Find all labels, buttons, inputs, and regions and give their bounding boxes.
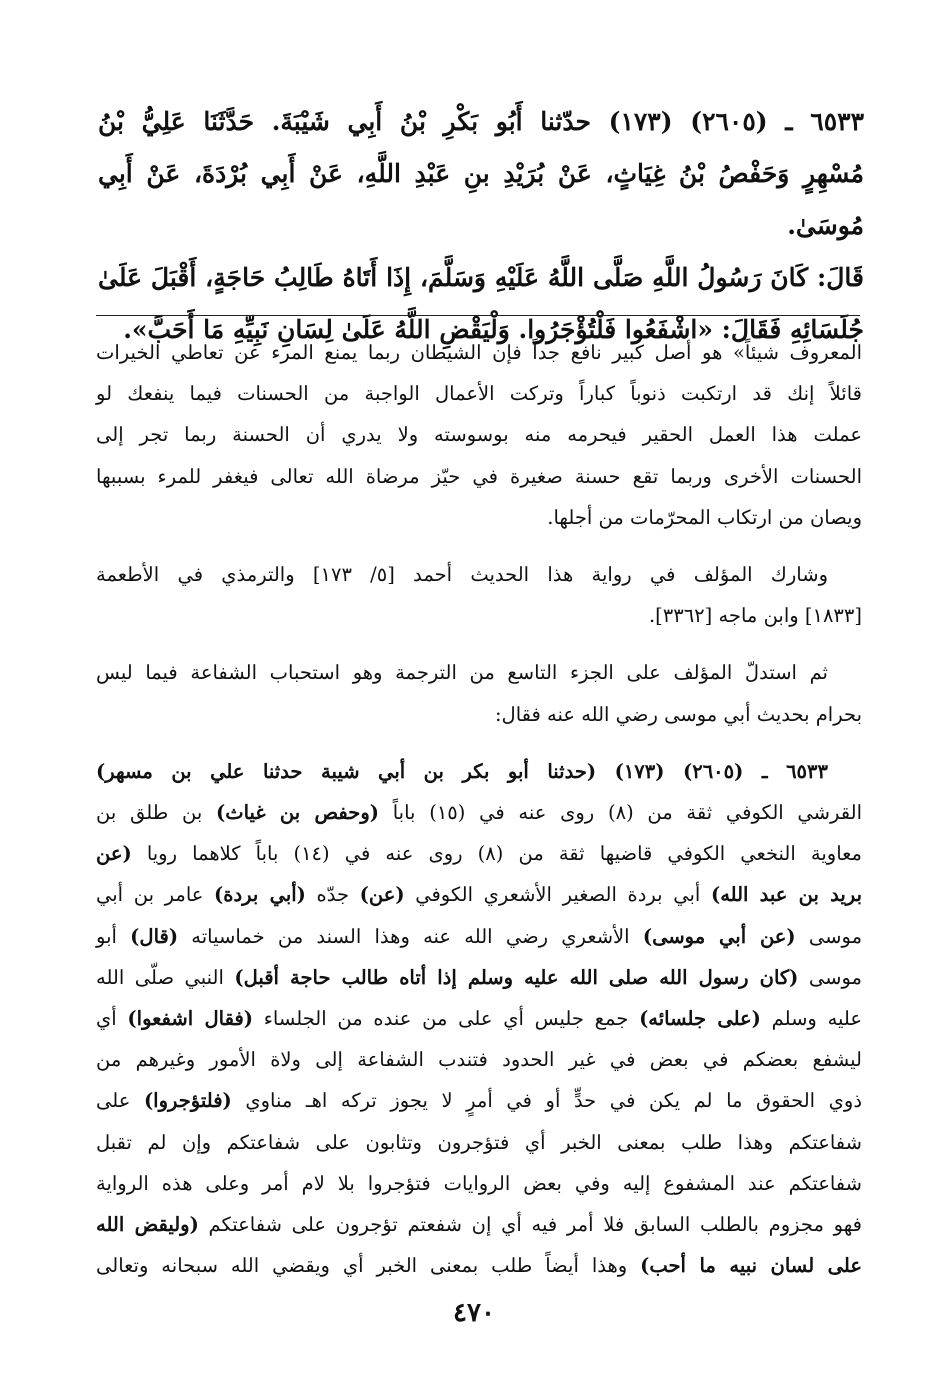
commentary-line: وشارك المؤلف في رواية هذا الحديث أحمد [٥/ ١٧٣] والترمذي في الأطعمة	[96, 563, 828, 587]
text-run: على	[96, 1089, 144, 1113]
commentary-line: ليشفع بعضكم في بعض في غير الحدود فتندب الشفاعة إلى ولاة الأمور وغيرهم من	[96, 1048, 862, 1072]
commentary-line: عملت هذا العمل الحقير فيحرمه منه بوسوسته ولا يدري أن الحسنة ربما تجر إلى	[96, 423, 862, 447]
bold-phrase: (عن أبي موسى)	[642, 924, 796, 948]
text-run: عامر بن أبي	[96, 883, 215, 907]
text-run: النبي صلّى الله	[96, 965, 235, 989]
text-run: عليه وسلم	[760, 1007, 863, 1031]
commentary-line	[96, 957, 862, 998]
commentary-paragraph-1	[96, 332, 862, 538]
bold-phrase: (عن	[96, 842, 132, 866]
commentary-line	[96, 916, 862, 957]
bold-phrase: (وليقض الله	[96, 1213, 199, 1237]
commentary-line: قائلاً إنك قد ارتكبت ذنوباً كباراً وتركت الأعمال الواجبة من الحسنات فيما ينفعك لو	[96, 382, 862, 406]
footnote-divider	[96, 315, 860, 316]
bold-phrase: (فقال اشفعوا)	[127, 1007, 254, 1031]
bold-phrase: على لسان نبيه ما أحب)	[640, 1254, 862, 1278]
hadith-line: قَالَ: كَانَ رَسُولُ اللَّهِ صَلَّى اللَّهُ عَلَيْهِ وَسَلَّمَ، إِذَا أَتَاهُ طَالِبُ حَاجَةٍ، أَقْبَلَ عَلَىٰ	[98, 263, 864, 292]
text-run: ذوي الحقوق ما لم يكن في حدٍّ أو في أمرٍ لا يجوز تركه اهـ مناوي	[231, 1089, 863, 1113]
text-run: موسى	[798, 965, 863, 989]
hadith-line: مُسْهِرٍ وَحَفْصُ بْنُ غِيَاثٍ، عَنْ بُرَيْدِ بنِ عَبْدِ اللَّهِ، عَنْ أَبِي بُرْدَةَ، عَنْ أَبِي مُوسَىٰ.	[98, 159, 864, 240]
commentary-line	[96, 998, 862, 1039]
text-run: بن طلق بن	[96, 801, 216, 825]
bold-phrase: (كان رسول الله صلى الله عليه وسلم إذا أتاه طالب حاجة أقبل)	[234, 965, 799, 989]
text-run: القرشي الكوفي ثقة من (٨) روى عنه في (١٥) باباً	[378, 801, 862, 825]
commentary-line: شفاعتكم وهذا طلب بمعنى الخبر أي فتؤجرون وتثابون على شفاعتكم وإن لم تقبل	[96, 1130, 862, 1154]
commentary-line: [١٨٣٣] وابن ماجه [٣٣٦٢].	[648, 604, 862, 628]
hadith-line: ٦٥٣٣ ـ (٢٦٠٥) (١٧٣) حدّثنا أَبُو بَكْرِ بْنُ أَبِي شَيْبَةَ. حَدَّثَنَا عَلِيُّ بْنُ	[98, 107, 864, 136]
commentary-line	[96, 1204, 862, 1245]
bold-phrase: ٦٥٣٣ ـ (٢٦٠٥) (١٧٣) (حدثنا أبو بكر بن أبي شيبة حدثنا علي بن مسهر)	[96, 759, 828, 783]
text-run: جدّه	[305, 883, 360, 907]
commentary-line	[96, 874, 862, 915]
hadith-paragraph	[98, 96, 864, 356]
hadith-line: جُلَسَائِهِ فَقَالَ: «اشْفَعُوا فَلْتُؤْجَرُوا. وَلْيَقْضِ اللَّهُ عَلَىٰ لِسَانِ نَبِيِّهِ مَا أَحَبَّ».	[123, 315, 864, 344]
commentary-line: الحسنات الأخرى وربما تقع حسنة صغيرة في حيّز مرضاة الله تعالى فيغفر للمرء بسببها	[96, 464, 862, 488]
text-run: وهذا أيضاً طلب بمعنى الخبر أي ويقضي الله سبحانه وتعالى	[96, 1254, 641, 1278]
text-run: معاوية النخعي الكوفي قاضيها ثقة من (٨) روى عنه في (١٤) باباً كلاهما رويا	[131, 842, 862, 866]
text-run: موسى	[795, 924, 863, 948]
bold-phrase: (أبي بردة)	[214, 883, 306, 907]
page-number: ٤٧٠	[453, 1298, 495, 1328]
text-run: أبي بردة الصغير الأشعري الكوفي	[404, 883, 711, 907]
commentary-line: شفاعتكم عند المشفوع إليه وفي بعض الروايات فتؤجروا بلا لام أمر وعلى هذه الرواية	[96, 1171, 862, 1195]
commentary-line: المعروف شيئاً» هو أصل كبير نافع جداً فإن الشيطان ربما يمنع المرء عن تعاطي الخيرات	[96, 341, 862, 364]
bold-phrase: (قال)	[130, 924, 179, 948]
text-run: أي	[96, 1007, 128, 1031]
bold-phrase: (عن)	[359, 883, 405, 907]
commentary-line	[96, 833, 862, 874]
commentary-paragraph-2	[96, 554, 862, 636]
bold-phrase: (على جلسائه)	[639, 1007, 761, 1031]
commentary	[96, 332, 862, 1302]
hadith-text	[98, 96, 864, 356]
text-run: فهو مجزوم بالطلب السابق فلا أمر فيه أي إن شفعتم تؤجرون على شفاعتكم	[198, 1213, 863, 1237]
text-run: أبو	[96, 924, 131, 948]
commentary-paragraph-3	[96, 652, 862, 734]
text-run: الأشعري رضي الله عنه وهذا السند من خماسياته	[178, 924, 643, 948]
text-run: جمع جليس أي على من عنده من الجلساء	[253, 1007, 640, 1031]
commentary-line	[96, 751, 862, 792]
bold-phrase: بريد بن عبد الله)	[710, 883, 862, 907]
bold-phrase: (وحفص بن غياث)	[216, 801, 379, 825]
commentary-line	[96, 1245, 862, 1286]
commentary-paragraph-4	[96, 751, 862, 1287]
commentary-line: بحرام بحديث أبي موسى رضي الله عنه فقال:	[494, 702, 862, 726]
commentary-line: ويصان من ارتكاب المحرّمات من أجلها.	[547, 505, 862, 529]
commentary-line	[96, 792, 862, 833]
bold-phrase: (فلتؤجروا)	[143, 1089, 232, 1113]
commentary-line	[96, 1080, 862, 1121]
commentary-line: ثم استدلّ المؤلف على الجزء التاسع من الترجمة وهو استحباب الشفاعة فيما ليس	[96, 661, 828, 685]
